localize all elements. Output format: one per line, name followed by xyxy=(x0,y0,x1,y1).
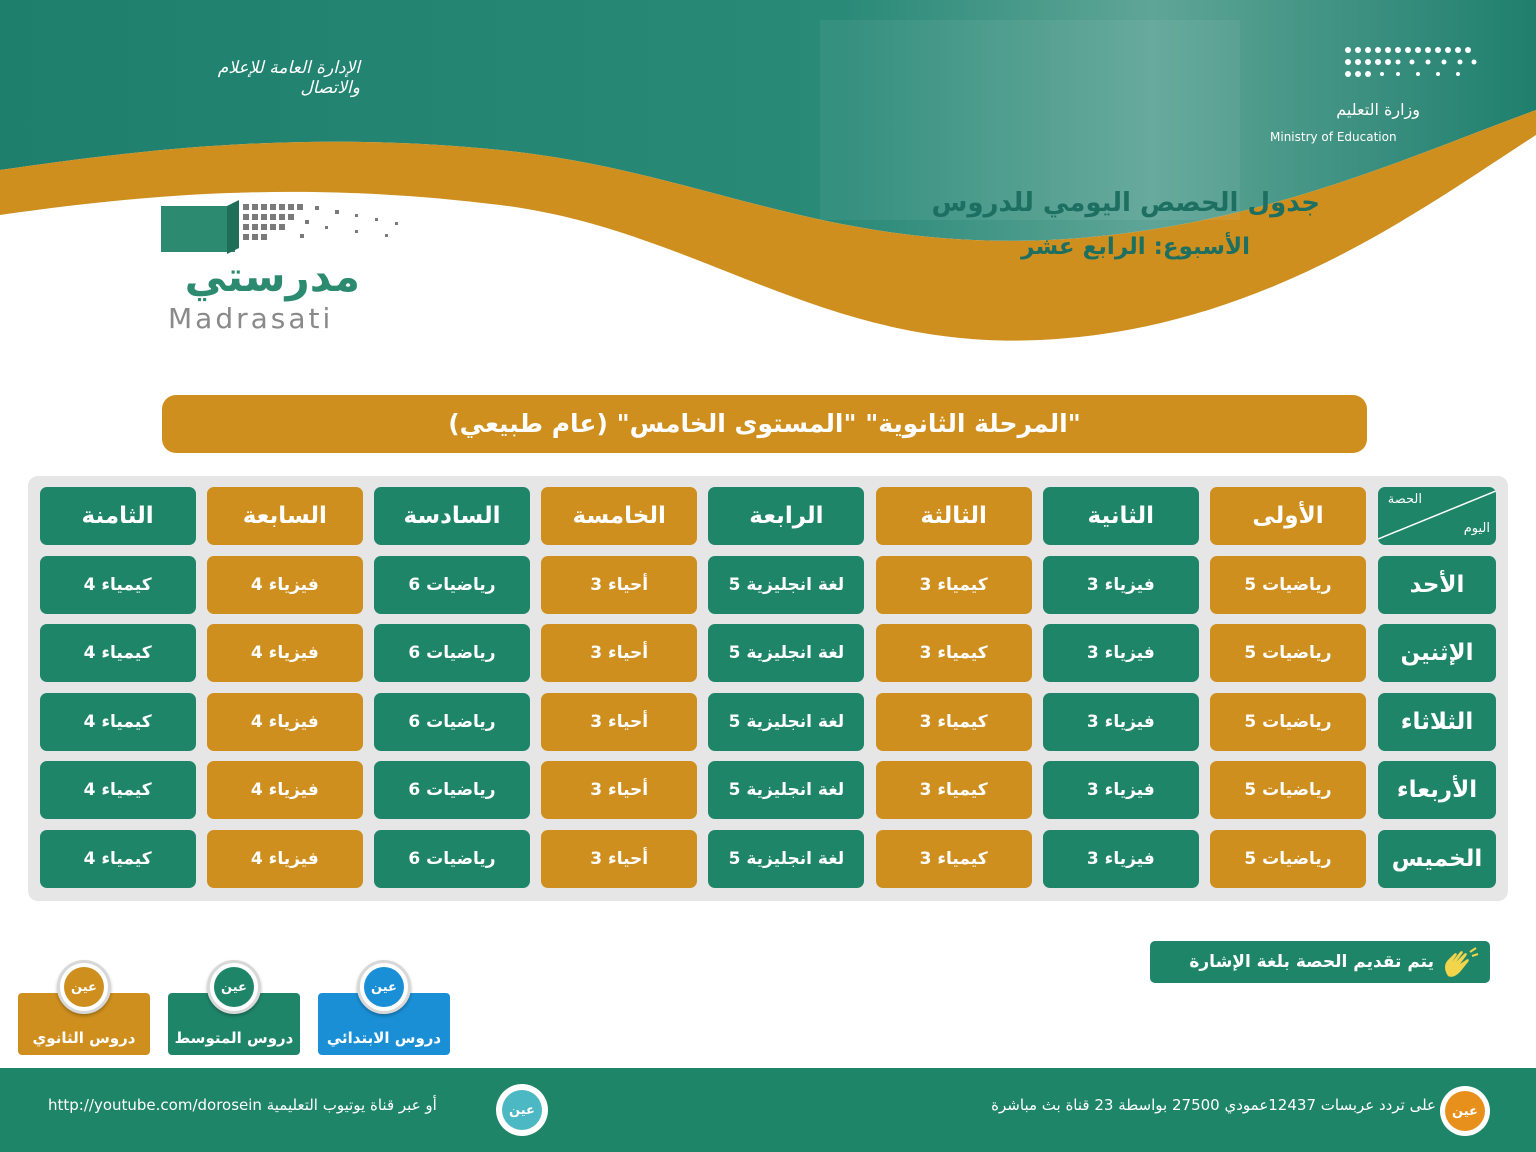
lesson-cell: رياضيات 5 xyxy=(1210,624,1366,682)
lesson-cell: فيزياء 3 xyxy=(1043,693,1199,751)
day-name: الأربعاء xyxy=(1378,761,1496,819)
period-header: السابعة xyxy=(207,487,363,545)
ein-badge-text: عين xyxy=(64,967,104,1007)
lesson-cell: فيزياء 3 xyxy=(1043,624,1199,682)
lesson-cell: فيزياء 4 xyxy=(207,624,363,682)
stage-banner: "المرحلة الثانوية" "المستوى الخامس" (عام طبيعي) xyxy=(162,395,1367,453)
ministry-name: وزارة التعليم xyxy=(1336,100,1420,119)
lesson-cell: لغة انجليزية 5 xyxy=(708,830,864,888)
ein-channel-icon xyxy=(357,960,411,1014)
lesson-cell: فيزياء 4 xyxy=(207,830,363,888)
ein-channel-icon xyxy=(207,960,261,1014)
period-header: الثامنة xyxy=(40,487,196,545)
lesson-cell: فيزياء 3 xyxy=(1043,556,1199,614)
lesson-cell: أحياء 3 xyxy=(541,830,697,888)
lesson-cell: فيزياء 4 xyxy=(207,761,363,819)
channel-label: دروس المتوسط xyxy=(174,1029,294,1047)
period-header: الخامسة xyxy=(541,487,697,545)
department-name: الإدارة العامة للإعلام والاتصال xyxy=(217,58,360,98)
satellite-frequency: على تردد عربسات 12437عمودي 27500 بواسطة 23 قناة بث مباشرة xyxy=(991,1096,1436,1114)
lesson-cell: كيمياء 4 xyxy=(40,624,196,682)
corner-day-label: اليوم xyxy=(1463,521,1490,536)
moe-logo-icon xyxy=(1342,44,1482,84)
day-name: الثلاثاء xyxy=(1378,693,1496,751)
page-subtitle: الأسبوع: الرابع عشر xyxy=(1021,234,1250,260)
lesson-cell: كيمياء 3 xyxy=(876,624,1032,682)
day-name: الأحد xyxy=(1378,556,1496,614)
lesson-cell: رياضيات 5 xyxy=(1210,693,1366,751)
day-name: الإثنين xyxy=(1378,624,1496,682)
footer-badge-right: عين xyxy=(1445,1091,1485,1131)
lesson-cell: كيمياء 4 xyxy=(40,693,196,751)
ministry-name-en: Ministry of Education xyxy=(1270,130,1397,144)
footer-badge-left: عين xyxy=(502,1090,542,1130)
logo-english: Madrasati xyxy=(168,302,334,335)
lesson-cell: لغة انجليزية 5 xyxy=(708,556,864,614)
lesson-cell: فيزياء 3 xyxy=(1043,761,1199,819)
hands-icon xyxy=(1440,946,1480,978)
lesson-cell: رياضيات 5 xyxy=(1210,761,1366,819)
lesson-cell: أحياء 3 xyxy=(541,693,697,751)
day-name: الخميس xyxy=(1378,830,1496,888)
period-header: الثالثة xyxy=(876,487,1032,545)
lesson-cell: فيزياء 4 xyxy=(207,693,363,751)
period-header: السادسة xyxy=(374,487,530,545)
lesson-cell: كيمياء 3 xyxy=(876,556,1032,614)
page-title: جدول الحصص اليومي للدروس xyxy=(931,188,1320,218)
lesson-cell: أحياء 3 xyxy=(541,624,697,682)
lesson-cell: أحياء 3 xyxy=(541,556,697,614)
lesson-cell: كيمياء 3 xyxy=(876,761,1032,819)
lesson-cell: رياضيات 5 xyxy=(1210,556,1366,614)
channel-label: دروس الثانوي xyxy=(32,1029,136,1047)
youtube-caption: أو عبر قناة يوتيوب التعليمية xyxy=(266,1096,437,1114)
lesson-cell: أحياء 3 xyxy=(541,761,697,819)
ein-badge-text: عين xyxy=(214,967,254,1007)
channel-label: دروس الابتدائي xyxy=(326,1029,442,1047)
lesson-cell: رياضيات 6 xyxy=(374,761,530,819)
lesson-cell: كيمياء 4 xyxy=(40,761,196,819)
lesson-cell: رياضيات 6 xyxy=(374,693,530,751)
sign-language-note xyxy=(1150,941,1490,983)
corner-period-label: الحصة xyxy=(1387,492,1422,507)
ein-logo-icon xyxy=(1440,1086,1490,1136)
lesson-cell: لغة انجليزية 5 xyxy=(708,761,864,819)
lesson-cell: رياضيات 5 xyxy=(1210,830,1366,888)
period-header: الأولى xyxy=(1210,487,1366,545)
youtube-ein-icon xyxy=(496,1084,548,1136)
footer xyxy=(0,1068,1536,1152)
lesson-cell: رياضيات 6 xyxy=(374,556,530,614)
schedule-corner-header xyxy=(1378,487,1496,545)
lesson-cell: كيمياء 3 xyxy=(876,830,1032,888)
ein-badge-text: عين xyxy=(364,967,404,1007)
logo-arabic: مدرستي xyxy=(184,252,360,301)
youtube-link[interactable]: http://youtube.com/dorosein xyxy=(48,1096,262,1114)
youtube-info xyxy=(48,1096,437,1114)
lesson-cell: كيمياء 4 xyxy=(40,556,196,614)
lesson-cell: لغة انجليزية 5 xyxy=(708,693,864,751)
ein-channel-icon xyxy=(57,960,111,1014)
lesson-cell: رياضيات 6 xyxy=(374,830,530,888)
lesson-cell: فيزياء 4 xyxy=(207,556,363,614)
sign-language-text: يتم تقديم الحصة بلغة الإشارة xyxy=(1189,952,1434,972)
lesson-cell: لغة انجليزية 5 xyxy=(708,624,864,682)
lesson-cell: كيمياء 4 xyxy=(40,830,196,888)
period-header: الثانية xyxy=(1043,487,1199,545)
lesson-cell: كيمياء 3 xyxy=(876,693,1032,751)
lesson-cell: فيزياء 3 xyxy=(1043,830,1199,888)
lesson-cell: رياضيات 6 xyxy=(374,624,530,682)
period-header: الرابعة xyxy=(708,487,864,545)
